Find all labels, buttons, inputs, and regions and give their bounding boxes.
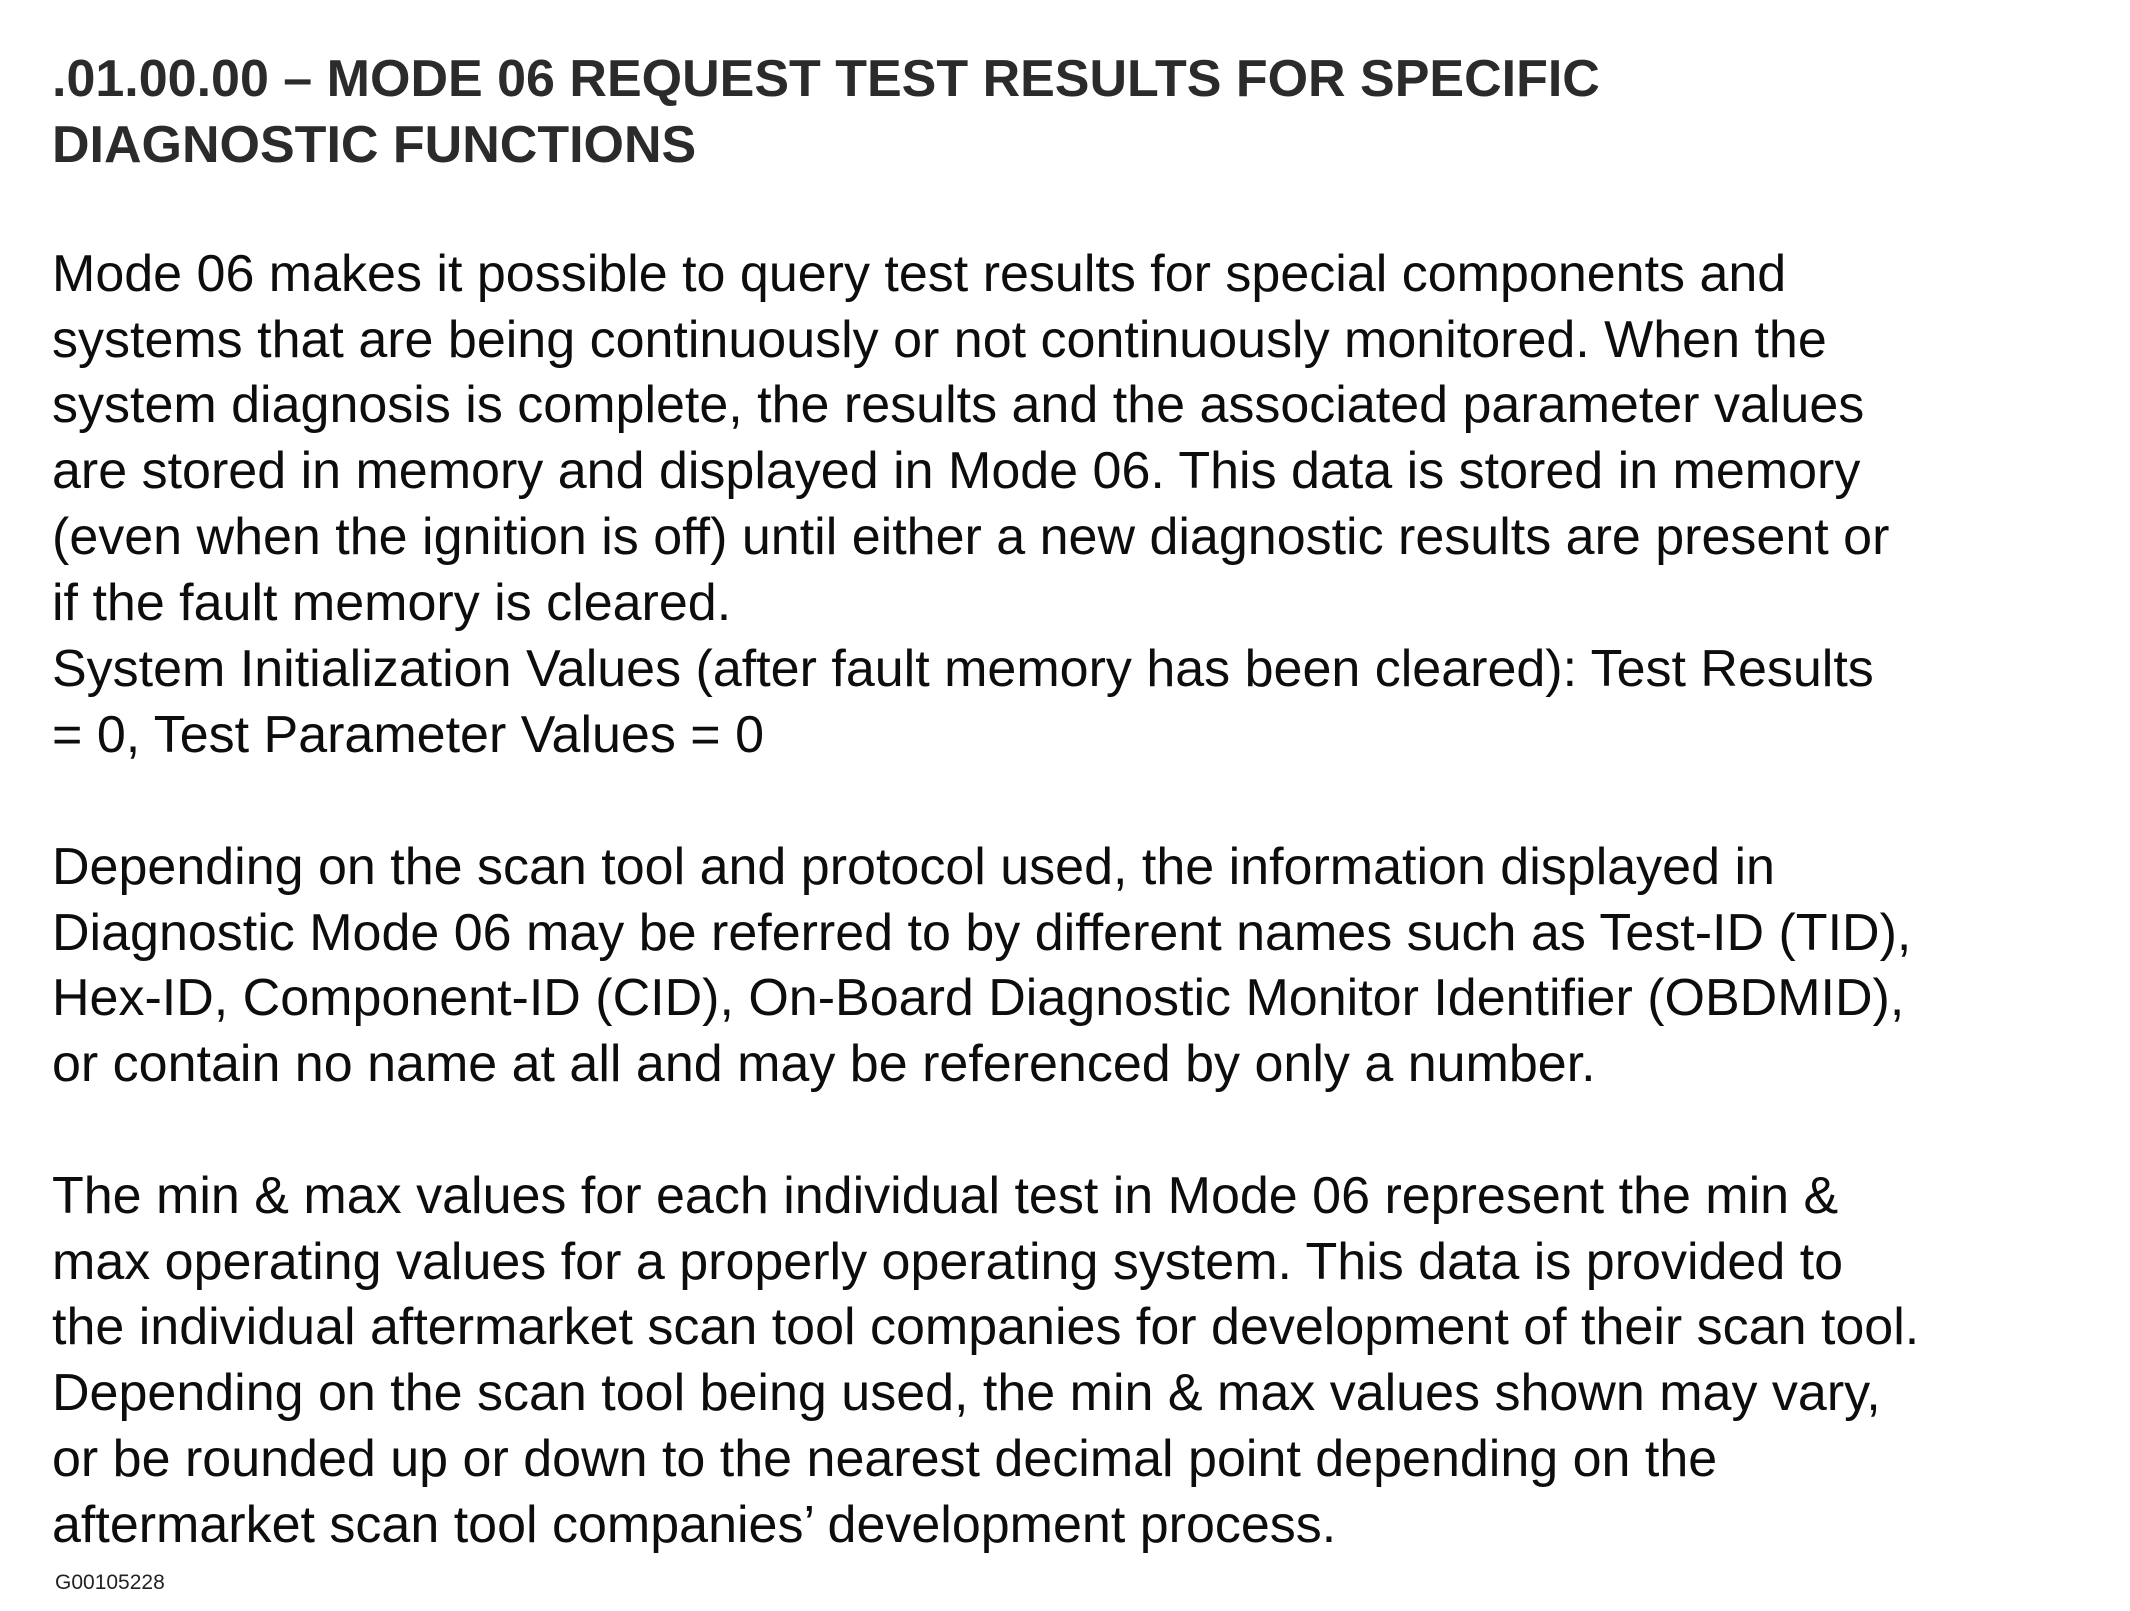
paragraph-mode06-overview bbox=[52, 242, 2112, 636]
paragraph-line: max operating values for a properly operating system. This data is provided to bbox=[52, 1232, 1844, 1291]
paragraph-line: Hex-ID, Component-ID (CID), On-Board Diagnostic Monitor Identifier (OBDMID), bbox=[52, 969, 1905, 1028]
paragraph-line: Mode 06 makes it possible to query test results for special components and bbox=[52, 245, 1787, 303]
paragraph-line: if the fault memory is cleared. bbox=[52, 573, 732, 632]
paragraph-line: or contain no name at all and may be referenced by only a number. bbox=[52, 1035, 1596, 1094]
figure-id: G00105228 bbox=[55, 1571, 165, 1594]
paragraph-line: Depending on the scan tool and protocol used, the information displayed in bbox=[52, 838, 1775, 896]
paragraph-line: system diagnosis is complete, the results and the associated parameter values bbox=[52, 376, 1865, 435]
paragraph-line: System Initialization Values (after fault memory has been cleared): Test Results bbox=[52, 640, 1874, 698]
paragraph-min-max-values bbox=[52, 1164, 2112, 1558]
title-line: .01.00.00 – MODE 06 REQUEST TEST RESULTS FOR SPECIFIC bbox=[52, 50, 1600, 108]
paragraph-line: are stored in memory and displayed in Mode 06. This data is stored in memory bbox=[52, 442, 1861, 501]
paragraph-line: the individual aftermarket scan tool companies for development of their scan tool. bbox=[52, 1298, 1920, 1357]
paragraph-initialization-values bbox=[52, 637, 2112, 768]
paragraph-line: aftermarket scan tool companies’ development process. bbox=[52, 1495, 1337, 1554]
paragraph-line: or be rounded up or down to the nearest decimal point depending on the bbox=[52, 1429, 1718, 1488]
section-title bbox=[52, 46, 2052, 178]
paragraph-naming-variants bbox=[52, 835, 2112, 1098]
paragraph-line: Depending on the scan tool being used, the min & max values shown may vary, bbox=[52, 1364, 1881, 1423]
paragraph-line: = 0, Test Parameter Values = 0 bbox=[52, 705, 765, 764]
title-line: DIAGNOSTIC FUNCTIONS bbox=[52, 116, 697, 174]
paragraph-line: systems that are being continuously or not continuously monitored. When the bbox=[52, 310, 1827, 369]
paragraph-line: Diagnostic Mode 06 may be referred to by different names such as Test-ID (TID), bbox=[52, 903, 1912, 962]
paragraph-line: (even when the ignition is off) until either a new diagnostic results are present or bbox=[52, 507, 1890, 566]
paragraph-line: The min & max values for each individual test in Mode 06 represent the min & bbox=[52, 1167, 1839, 1225]
